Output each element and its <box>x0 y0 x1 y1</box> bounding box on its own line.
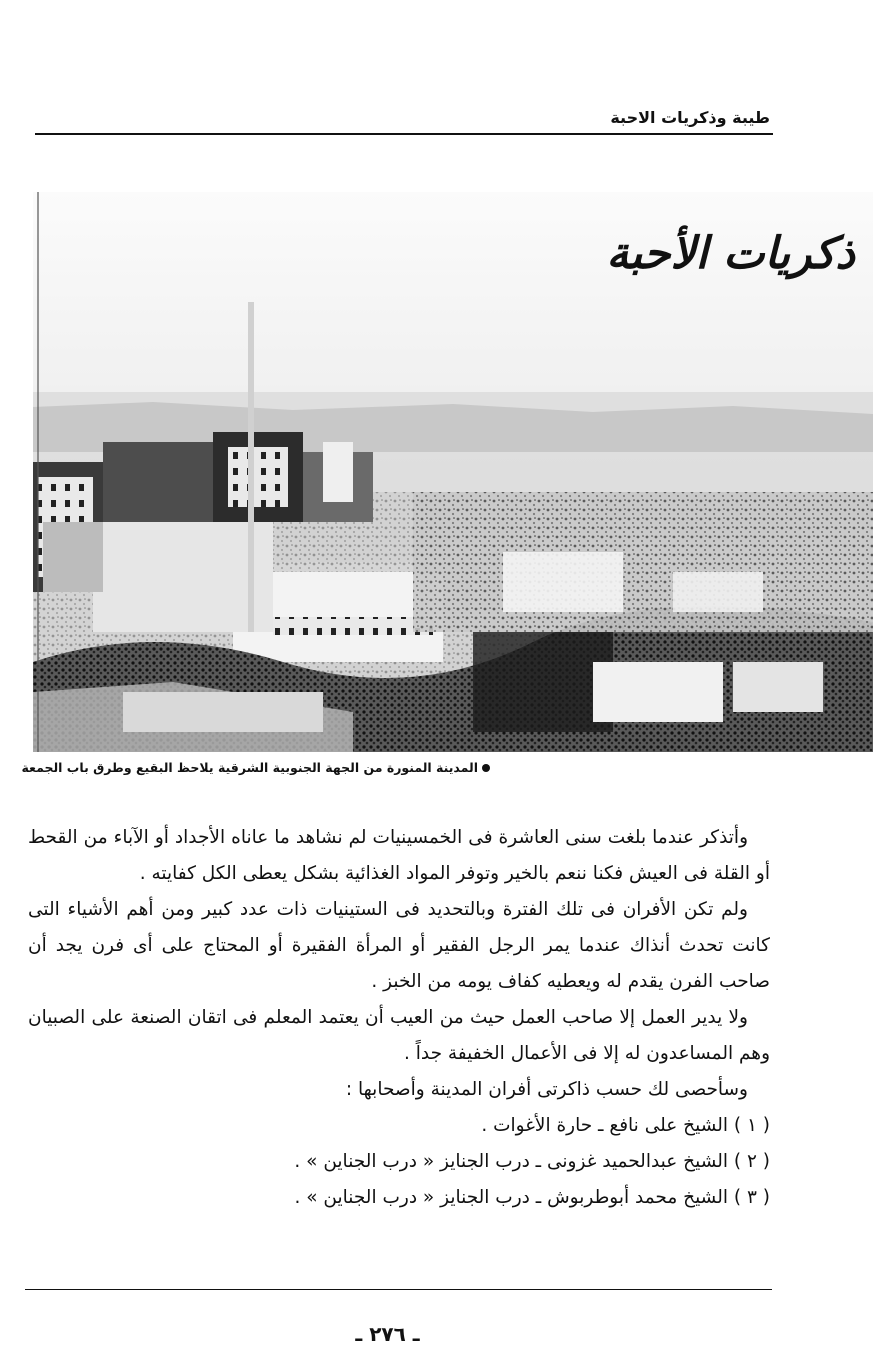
body-text <box>28 820 770 1216</box>
list-item: ( ٢ ) الشيخ عبدالحميد غزونى ـ درب الجنايز « درب الجناين » . <box>294 1151 770 1172</box>
paragraph: ولا يدير العمل إلا صاحب العمل حيث من العيب أن يعتمد المعلم فى اتقان الصنعة على الصبيان وهم المساعدون له إلا فى الأعمال الخفيفة جداً . <box>28 1007 770 1064</box>
running-head: طيبة وذكريات الاحبة <box>610 108 770 127</box>
footer-rule <box>25 1289 772 1290</box>
caption-text: المدينة المنورة من الجهة الجنوبية الشرقية يلاحظ البقيع وطرق باب الجمعة <box>21 760 478 775</box>
list-item: ( ١ ) الشيخ على نافع ـ حارة الأغوات . <box>481 1115 770 1136</box>
paragraph: وأتذكر عندما بلغت سنى العاشرة فى الخمسينيات لم نشاهد ما عاناه الأجداد أو الآباء من القحط أو القلة فى العيش فكنا ننعم بالخير وتوفر المواد الغذائية بشكل يعطى الكل كفايته . <box>28 827 770 884</box>
paragraph: ولم تكن الأفران فى تلك الفترة وبالتحديد فى الستينيات ذات عدد كبير ومن أهم الأشياء التى كانت تحدث أنذاك عندما يمر الرجل الفقير أو المرأة الفقيرة أو المحتاج على أى فرن يجد أن صاحب الفرن يقدم له ويعطيه كفاف يومه من الخبز . <box>28 899 770 992</box>
header-rule <box>35 133 773 135</box>
page-number: ـ ٢٧٦ ـ <box>355 1322 420 1346</box>
paragraph: وسأحصى لك حسب ذاكرتى أفران المدينة وأصحابها : <box>345 1079 748 1100</box>
list-item: ( ٣ ) الشيخ محمد أبوطربوش ـ درب الجنايز « درب الجناين » . <box>294 1187 770 1208</box>
caption-bullet <box>482 764 490 772</box>
photo-caption <box>21 760 490 775</box>
section-title: ذكريات الأحبة <box>606 228 855 279</box>
